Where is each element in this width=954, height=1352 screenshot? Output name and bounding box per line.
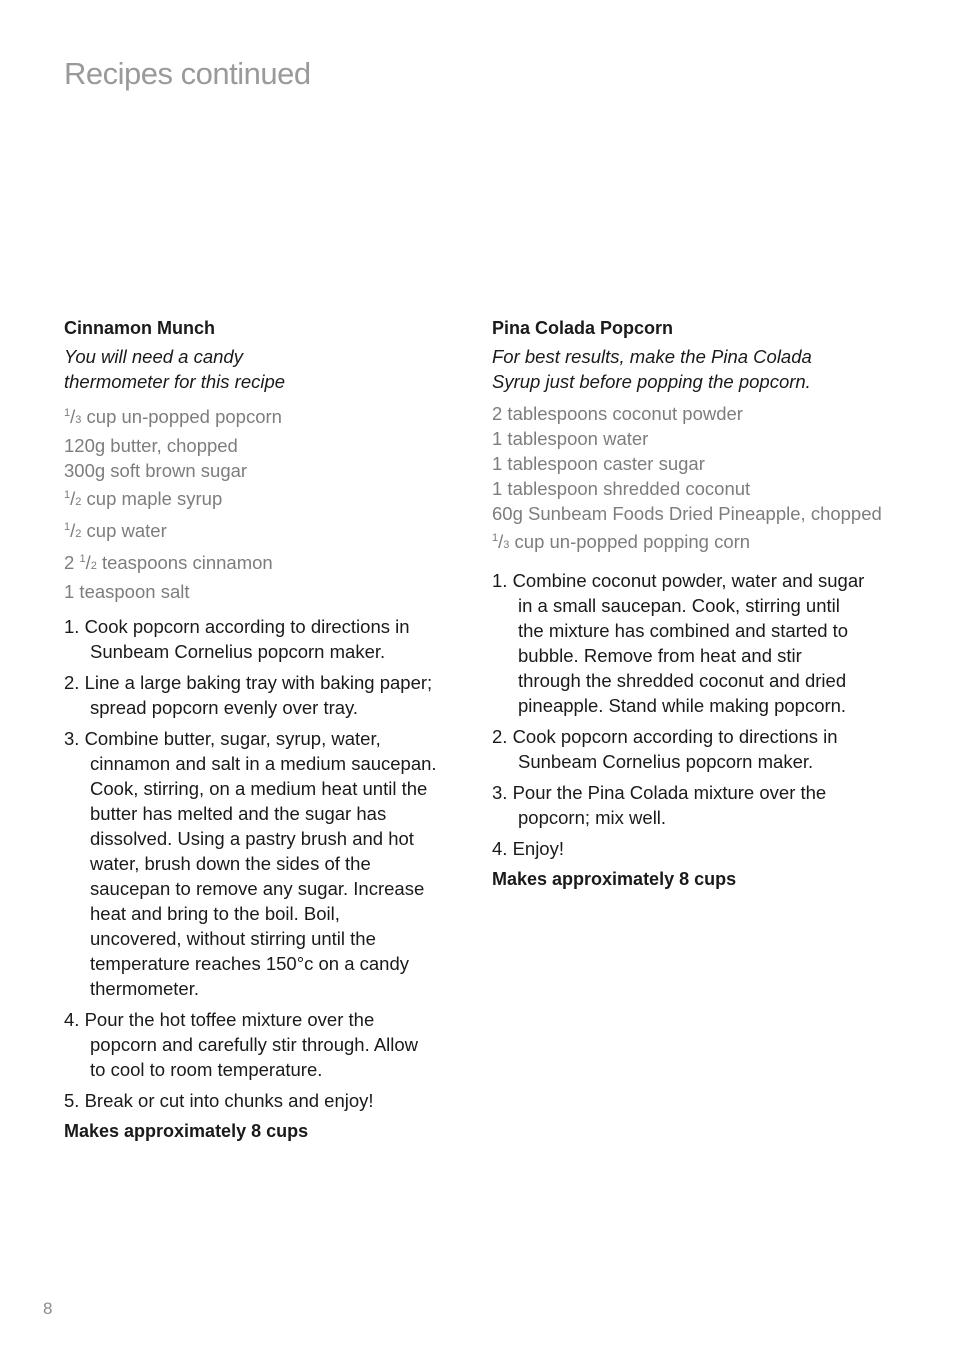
fraction-numerator: 1 — [492, 532, 499, 544]
ingredient-item — [64, 515, 464, 547]
ingredient-text: 2 tablespoons coconut powder — [492, 403, 743, 424]
step-line: heat and bring to the boil. Boil, — [90, 903, 340, 924]
ingredient-item — [492, 426, 892, 451]
fraction-numerator: 1 — [79, 553, 86, 565]
method-step — [64, 726, 464, 1001]
step-line: Cook, stirring, on a medium heat until the — [90, 778, 428, 799]
step-line: 1. Combine coconut powder, water and sugar — [492, 570, 865, 591]
step-line: butter has melted and the sugar has — [90, 803, 387, 824]
fraction-denominator: 3 — [503, 539, 510, 551]
method-step — [64, 1007, 464, 1082]
ingredient-item — [492, 401, 892, 426]
step-line: popcorn and carefully stir through. Allow — [90, 1034, 419, 1055]
step-line: 4. Enjoy! — [492, 838, 564, 859]
ingredient-text: cup un-popped popping corn — [509, 531, 751, 552]
ingredient-item — [64, 458, 464, 483]
method-step — [492, 836, 892, 861]
method-steps — [64, 614, 464, 1113]
step-line: bubble. Remove from heat and stir — [518, 645, 802, 666]
ingredient-item — [492, 501, 892, 526]
fraction-denominator: 2 — [75, 496, 82, 508]
ingredient-item — [64, 401, 464, 433]
step-line: popcorn; mix well. — [518, 807, 667, 828]
intro-line: You will need a candy — [64, 346, 243, 367]
fraction-numerator: 1 — [64, 521, 71, 533]
ingredient-list — [492, 401, 892, 558]
fraction-denominator: 3 — [75, 414, 82, 426]
method-step — [64, 1088, 464, 1113]
yield-note: Makes approximately 8 cups — [64, 1121, 309, 1141]
ingredient-text: cup maple syrup — [81, 488, 223, 509]
step-line: 4. Pour the hot toffee mixture over the — [64, 1009, 375, 1030]
fraction-slash: / — [70, 520, 76, 541]
step-line: 2. Cook popcorn according to directions in — [492, 726, 838, 747]
recipe-intro — [64, 344, 464, 394]
step-line: saucepan to remove any sugar. Increase — [90, 878, 425, 899]
ingredient-text: 1 tablespoon shredded coconut — [492, 478, 751, 499]
fraction-numerator: 1 — [64, 489, 71, 501]
ingredient-item — [64, 433, 464, 458]
ingredient-item — [492, 476, 892, 501]
step-line: dissolved. Using a pastry brush and hot — [90, 828, 414, 849]
step-line: pineapple. Stand while making popcorn. — [518, 695, 847, 716]
intro-line: For best results, make the Pina Colada — [492, 346, 812, 367]
fraction-denominator: 2 — [90, 560, 97, 572]
method-step — [64, 614, 464, 664]
fraction-slash: / — [498, 531, 504, 552]
step-line: 3. Combine butter, sugar, syrup, water, — [64, 728, 381, 749]
ingredient-text: 300g soft brown sugar — [64, 460, 248, 481]
method-step — [64, 670, 464, 720]
page-title: Recipes continued — [64, 56, 311, 91]
ingredient-text: teaspoons cinnamon — [96, 552, 273, 573]
step-line: to cool to room temperature. — [90, 1059, 323, 1080]
ingredient-whole: 2 — [64, 552, 80, 573]
ingredient-item — [64, 579, 464, 604]
ingredient-text: 1 teaspoon salt — [64, 581, 190, 602]
fraction-slash: / — [70, 406, 76, 427]
step-line: 1. Cook popcorn according to directions in — [64, 616, 410, 637]
ingredient-item — [492, 526, 892, 558]
method-steps — [492, 568, 892, 861]
step-line: temperature reaches 150°c on a candy — [90, 953, 410, 974]
fraction-numerator: 1 — [64, 407, 71, 419]
ingredient-item — [64, 483, 464, 515]
ingredient-list — [64, 401, 464, 604]
intro-line: Syrup just before popping the popcorn. — [492, 371, 811, 392]
ingredient-text: 1 tablespoon caster sugar — [492, 453, 705, 474]
method-step — [492, 568, 892, 718]
recipe-pina-colada-popcorn — [492, 316, 892, 892]
fraction-denominator: 2 — [75, 528, 82, 540]
fraction-slash: / — [70, 488, 76, 509]
ingredient-item — [492, 451, 892, 476]
recipe-cinnamon-munch — [64, 316, 464, 1144]
recipe-title: Pina Colada Popcorn — [492, 318, 674, 338]
ingredient-text: 1 tablespoon water — [492, 428, 649, 449]
step-line: the mixture has combined and started to — [518, 620, 849, 641]
step-line: uncovered, without stirring until the — [90, 928, 376, 949]
step-line: 5. Break or cut into chunks and enjoy! — [64, 1090, 374, 1111]
ingredient-text: 60g Sunbeam Foods Dried Pineapple, chopped — [492, 503, 882, 524]
ingredient-text: 120g butter, chopped — [64, 435, 238, 456]
ingredient-text: cup water — [81, 520, 167, 541]
recipe-intro — [492, 344, 892, 394]
page-number: 8 — [43, 1299, 53, 1318]
step-line: 3. Pour the Pina Colada mixture over the — [492, 782, 827, 803]
step-line: in a small saucepan. Cook, stirring until — [518, 595, 840, 616]
step-line: thermometer. — [90, 978, 199, 999]
intro-line: thermometer for this recipe — [64, 371, 286, 392]
yield-note: Makes approximately 8 cups — [492, 869, 737, 889]
method-step — [492, 724, 892, 774]
step-line: 2. Line a large baking tray with baking paper; — [64, 672, 433, 693]
step-line: cinnamon and salt in a medium saucepan. — [90, 753, 437, 774]
step-line: water, brush down the sides of the — [90, 853, 371, 874]
fraction-slash: / — [85, 552, 91, 573]
method-step — [492, 780, 892, 830]
step-line: Sunbeam Cornelius popcorn maker. — [518, 751, 814, 772]
ingredient-item — [64, 547, 464, 579]
recipe-title: Cinnamon Munch — [64, 318, 215, 338]
step-line: spread popcorn evenly over tray. — [90, 697, 359, 718]
step-line: Sunbeam Cornelius popcorn maker. — [90, 641, 386, 662]
step-line: through the shredded coconut and dried — [518, 670, 847, 691]
ingredient-text: cup un-popped popcorn — [81, 406, 282, 427]
